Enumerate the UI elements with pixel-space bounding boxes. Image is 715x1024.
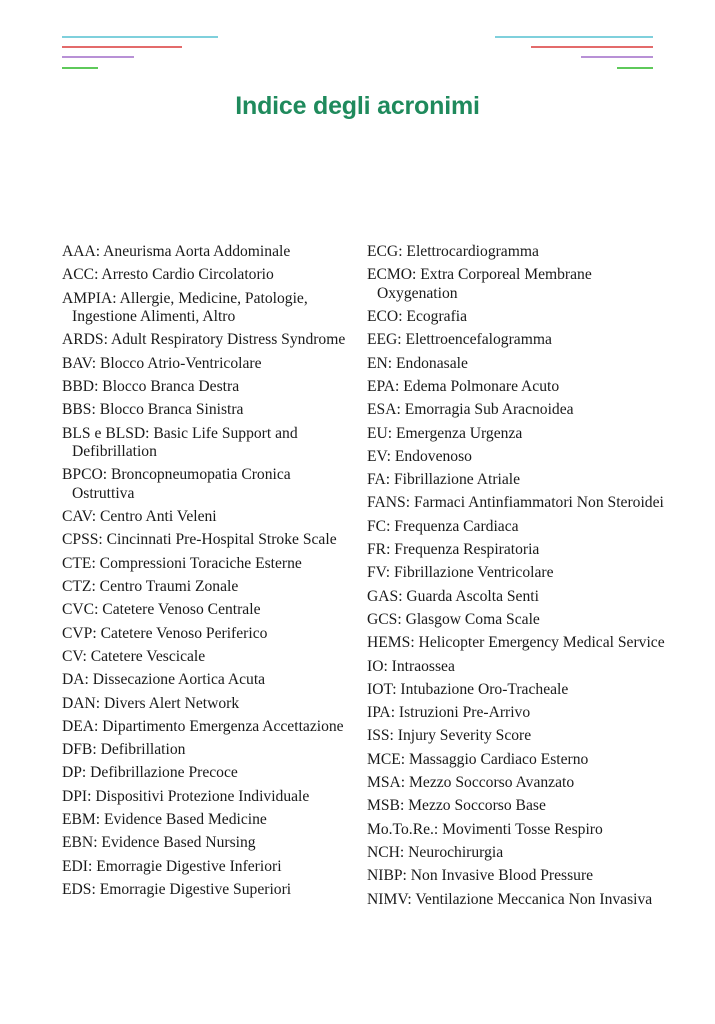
acronym-entry: CPSS: Cincinnati Pre-Hospital Stroke Scale — [62, 531, 337, 549]
acronym-entry: EV: Endovenoso — [367, 447, 472, 465]
acronym-entry: NIBP: Non Invasive Blood Pressure — [367, 867, 594, 885]
acronym-entry: CV: Catetere Vescicale — [62, 647, 206, 665]
acronym-entry: FA: Fibrillazione Atriale — [367, 471, 521, 489]
acronym-entry: BPCO: Broncopneumopatia Cronica Ostruttiva — [62, 466, 291, 502]
acronym-entry: EN: Endonasale — [367, 354, 468, 372]
acronym-entry: DA: Dissecazione Aortica Acuta — [62, 671, 266, 689]
acronym-entry: DAN: Divers Alert Network — [62, 694, 240, 712]
acronym-entry: ECG: Elettrocardiogramma — [367, 243, 539, 260]
acronym-entry: ESA: Emorragia Sub Aracnoidea — [367, 401, 574, 419]
acronym-entry: EEG: Elettroencefalogramma — [367, 331, 552, 349]
acronym-entry: MSB: Mezzo Soccorso Base — [367, 797, 546, 815]
acronym-entry: IO: Intraossea — [367, 657, 455, 675]
acronym-entry: GAS: Guarda Ascolta Senti — [367, 587, 539, 605]
acronym-entry: EPA: Edema Polmonare Acuto — [367, 377, 560, 395]
acronym-entry: CVC: Catetere Venoso Centrale — [62, 601, 261, 619]
acronym-list-right — [367, 243, 667, 914]
acronym-entry: EDS: Emorragie Digestive Superiori — [62, 880, 292, 898]
acronym-entry: FV: Fibrillazione Ventricolare — [367, 564, 554, 582]
acronym-entry: CVP: Catetere Venoso Periferico — [62, 624, 268, 642]
acronym-entry: AAA: Aneurisma Aorta Addominale — [62, 243, 291, 260]
acronym-entry: MSA: Mezzo Soccorso Avanzato — [367, 774, 575, 792]
acronym-entry: DPI: Dispositivi Protezione Individuale — [62, 787, 310, 805]
page-title: Indice degli acronimi — [235, 92, 480, 120]
acronym-entry: BBD: Blocco Branca Destra — [62, 377, 240, 395]
acronym-entry: EBM: Evidence Based Medicine — [62, 811, 267, 829]
rule-red-right — [531, 46, 653, 48]
acronym-entry: AMPIA: Allergie, Medicine, Patologie, Ingestione Alimenti, Altro — [62, 289, 308, 326]
acronym-entry: DP: Defibrillazione Precoce — [62, 764, 238, 782]
acronym-entry: CAV: Centro Anti Veleni — [62, 508, 217, 526]
acronym-entry: NIMV: Ventilazione Meccanica Non Invasiva — [367, 890, 653, 908]
acronym-entry: FC: Frequenza Cardiaca — [367, 517, 519, 535]
acronym-entry: Mo.To.Re.: Movimenti Tosse Respiro — [367, 820, 603, 838]
acronym-entry: EBN: Evidence Based Nursing — [62, 834, 256, 852]
acronym-entry: EDI: Emorragie Digestive Inferiori — [62, 857, 282, 875]
acronym-entry: BBS: Blocco Branca Sinistra — [62, 401, 244, 419]
acronym-entry: ACC: Arresto Cardio Circolatorio — [62, 266, 274, 284]
acronym-entry: DEA: Dipartimento Emergenza Accettazione — [62, 717, 344, 735]
rule-cyan-right — [495, 36, 653, 38]
acronym-entry: MCE: Massaggio Cardiaco Esterno — [367, 750, 589, 768]
acronym-entry: HEMS: Helicopter Emergency Medical Service — [367, 634, 665, 652]
rule-green-right — [617, 67, 653, 69]
acronym-entry: ECMO: Extra Corporeal Membrane Oxygenation — [367, 266, 592, 302]
acronym-entry: DFB: Defibrillation — [62, 741, 186, 759]
acronym-entry: NCH: Neurochirurgia — [367, 843, 504, 861]
acronym-entry: CTZ: Centro Traumi Zonale — [62, 578, 239, 596]
rule-purple-right — [581, 56, 653, 58]
acronym-entry: ISS: Injury Severity Score — [367, 727, 532, 745]
acronym-entry: IOT: Intubazione Oro-Tracheale — [367, 680, 569, 698]
acronym-entry: CTE: Compressioni Toraciche Esterne — [62, 554, 302, 572]
acronym-list-left — [62, 243, 347, 904]
acronym-entry: IPA: Istruzioni Pre-Arrivo — [367, 704, 531, 722]
acronym-entry: BLS e BLSD: Basic Life Support and Defibrillation — [62, 424, 298, 461]
rule-cyan-left — [62, 36, 218, 38]
acronym-entry: FANS: Farmaci Antinfiammatori Non Steroidei — [367, 494, 664, 512]
acronym-entry: FR: Frequenza Respiratoria — [367, 541, 540, 559]
acronym-entry: GCS: Glasgow Coma Scale — [367, 610, 540, 628]
rule-red-left — [62, 46, 182, 48]
acronym-entry: EU: Emergenza Urgenza — [367, 424, 523, 442]
rule-green-left — [62, 67, 98, 69]
rule-purple-left — [62, 56, 134, 58]
acronym-entry: ARDS: Adult Respiratory Distress Syndrome — [62, 331, 346, 349]
acronym-entry: ECO: Ecografia — [367, 308, 468, 326]
acronym-entry: BAV: Blocco Atrio-Ventricolare — [62, 354, 262, 372]
